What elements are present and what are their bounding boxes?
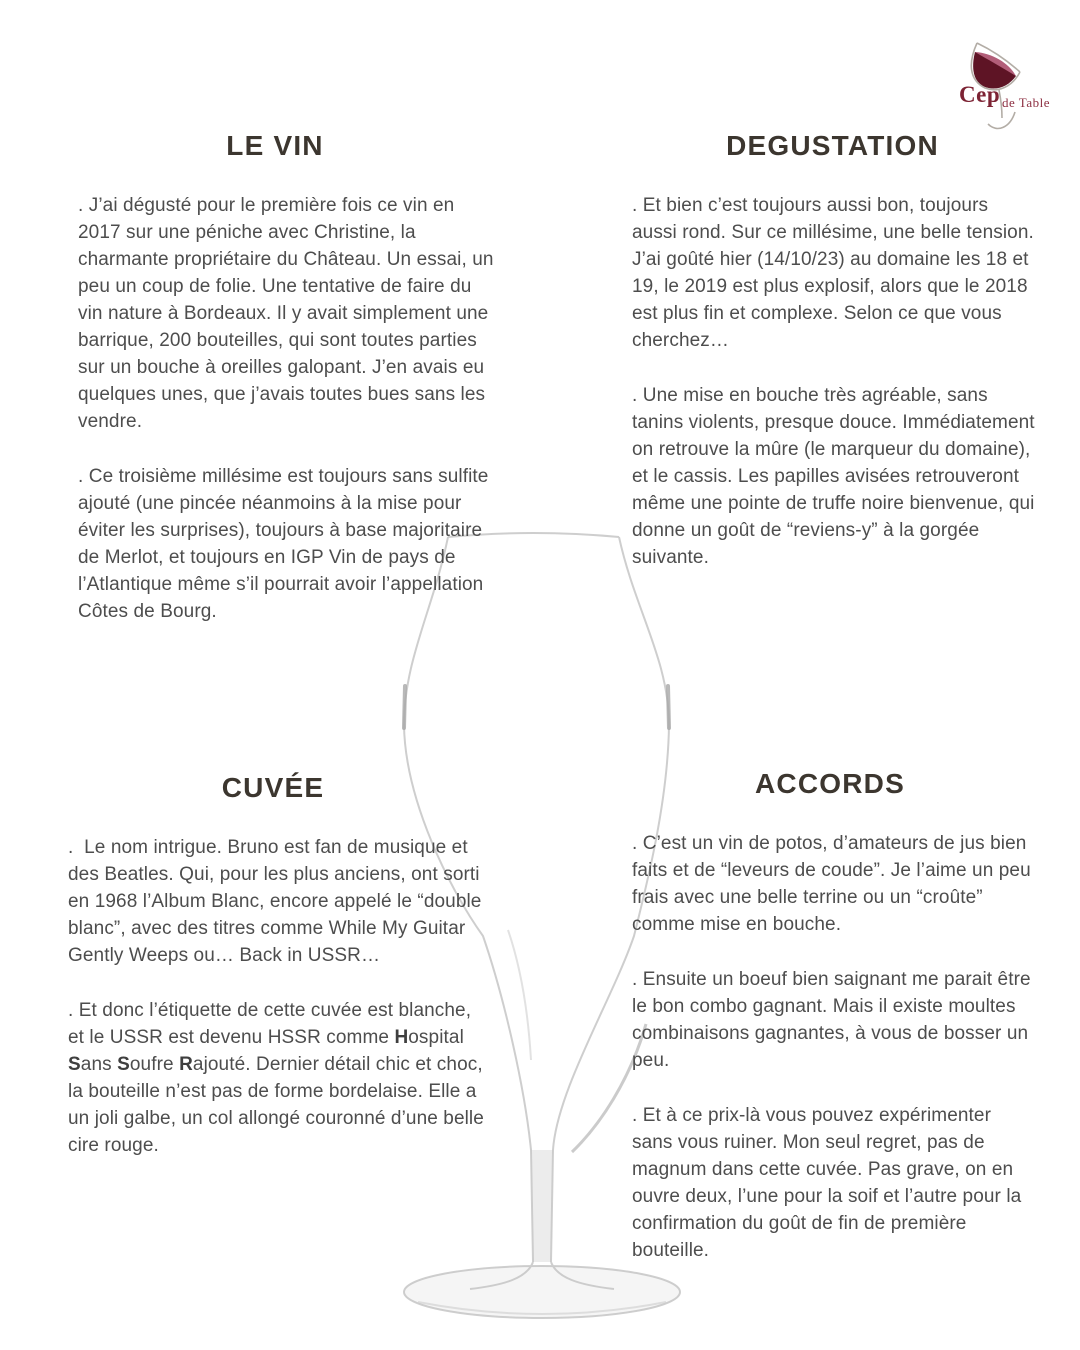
logo-brand-text: Cep	[959, 82, 1001, 107]
section-paragraphs	[78, 192, 499, 625]
section-paragraphs	[68, 834, 488, 1159]
section-title: ACCORDS	[755, 768, 905, 799]
section-paragraphs	[632, 192, 1041, 571]
paragraph: . Et donc l’étiquette de cette cuvée est blanche, et le USSR est devenu HSSR comme Hospital Sans Soufre Rajouté. Dernier détail chic et choc, la bouteille n’est pas de forme bordelaise. Elle a un joli galbe, un col allongé couronné d’une belle cire rouge.	[68, 1000, 490, 1156]
logo	[935, 38, 1070, 143]
section-paragraphs	[632, 830, 1036, 1264]
logo-wine-glass-icon	[935, 38, 1070, 143]
paragraph: . Et à ce prix-là vous pouvez expérimenter sans vous ruiner. Mon seul regret, pas de magnum dans cette cuvée. Pas grave, on en ouvre deux, l’une pour la soif et l’autre pour la confirmation du goût de fin de première bouteille.	[632, 1105, 1027, 1261]
paragraph: . Une mise en bouche très agréable, sans tanins violents, presque douce. Immédiatement on retrouve la mûre (le marqueur du domaine), et le cassis. Les papilles avisées retrouveront même une pointe de truffe noire bienvenue, qui donne un goût de “reviens-y” à la gorgée suivante.	[632, 385, 1041, 568]
paragraph: . Le nom intrigue. Bruno est fan de musique et des Beatles. Qui, pour les plus anciens, ont sorti en 1968 l’Album Blanc, encore appelé le “double blanc”, avec des titres comme While My Guitar Gently Weeps ou… Back in USSR…	[68, 837, 487, 966]
paragraph: . Ensuite un boeuf bien saignant me parait être le bon combo gagnant. Mais il existe moultes combinaisons gagnantes, à vous de bosser un peu.	[632, 969, 1037, 1071]
paragraph: . Et bien c’est toujours aussi bon, toujours aussi rond. Sur ce millésime, une belle tension. J’ai goûté hier (14/10/23) au domaine les 18 et 19, le 2019 est plus explosif, alors que le 2018 est plus fin et complexe. Selon ce que vous cherchez…	[632, 195, 1040, 351]
section-accords	[632, 768, 1036, 1292]
paragraph: . C’est un vin de potos, d’amateurs de jus bien faits et de “leveurs de coude”. Je l’aime un peu frais avec une belle terrine ou un “croûte” comme mise en bouche.	[632, 833, 1037, 935]
section-title: CUVÉE	[221, 772, 325, 803]
section-cuvee	[68, 772, 488, 1187]
paragraph: . J’ai dégusté pour le première fois ce vin en 2017 sur une péniche avec Christine, la charmante propriétaire du Château. Un essai, un peu un coup de folie. Une tentative de faire du vin nature à Bordeaux. Il y avait simplement une barrique, 200 bouteilles, qui sont toutes parties sur un bouche à oreilles galopant. J’en avais eu quelques unes, que j’avais toutes bues sans les vendre.	[78, 195, 499, 432]
section-title: DEGUSTATION	[726, 130, 939, 161]
logo-brand-suffix-text: de Table	[1002, 95, 1050, 110]
section-le-vin	[78, 130, 499, 653]
paragraph: . Ce troisième millésime est toujours sans sulfite ajouté (une pincée néanmoins à la mise pour éviter les surprises), toujours à base majoritaire de Merlot, et toujours en IGP Vin de pays de l’Atlantique même s’il pourrait avoir l’appellation Côtes de Bourg.	[78, 466, 494, 622]
section-title: LE VIN	[226, 130, 324, 161]
section-degustation	[632, 130, 1041, 599]
